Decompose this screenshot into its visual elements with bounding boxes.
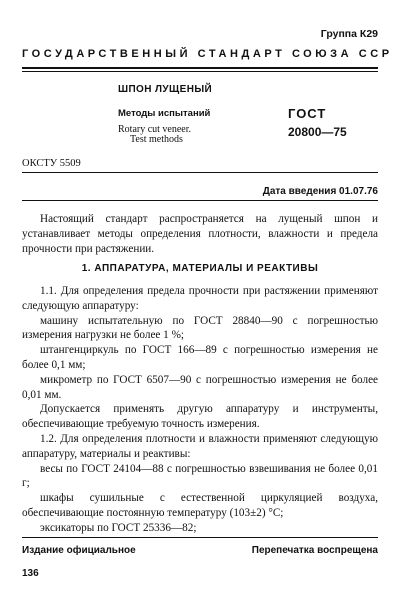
date-rule (22, 200, 378, 201)
header-rule (22, 67, 378, 69)
intro-text: Настоящий стандарт распространяется на лущеный шпон и устанавливает методы определения плотности, влажности и предела прочности при растяжении. (22, 213, 378, 255)
section-title: 1. АППАРАТУРА, МАТЕРИАЛЫ И РЕАКТИВЫ (81, 263, 319, 274)
state-standard-heading: ГОСУДАРСТВЕННЫЙ СТАНДАРТ СОЮЗА ССР (22, 48, 393, 60)
document-title: ШПОН ЛУЩЕНЫЙ (118, 84, 213, 95)
reprint-prohibited-label: Перепечатка воспрещена (251, 545, 378, 556)
list-item: машину испытательную по ГОСТ 28840—90 с погрешностью измерения нагрузки не более 1 %; (22, 314, 378, 342)
okstu-code: ОКСТУ 5509 (22, 158, 81, 169)
paragraph-1-1: 1.1. Для определения предела прочности при растяжении применяют следующую аппаратуру: (22, 285, 378, 312)
intro-paragraph (22, 212, 378, 256)
gost-label: ГОСТ (288, 106, 327, 121)
gost-number: 20800—75 (288, 125, 347, 139)
list-item: весы по ГОСТ 24104—88 с погрешностью взвешивания не более 0,01 г; (22, 462, 378, 490)
list-item: шкафы сушильные с естественной циркуляцией воздуха, обеспечивающие постоянную температуру (103±2) °С; (22, 492, 378, 519)
page-number: 136 (22, 568, 39, 579)
paragraph-1-2: 1.2. Для определения плотности и влажности применяют следующую аппаратуру, материалы и реактивы: (22, 432, 378, 460)
group-code: Группа К29 (320, 28, 378, 40)
okstu-rule (22, 172, 378, 173)
list-item: микрометр по ГОСТ 6507—90 с погрешностью измерения не более 0,01 мм. (22, 373, 378, 401)
introduction-date: Дата введения 01.07.76 (262, 186, 378, 197)
list-item: штангенциркуль по ГОСТ 166—89 с погрешностью измерения не более 0,1 мм; (22, 344, 378, 371)
list-item: эксикаторы по ГОСТ 25336—82; (40, 521, 197, 534)
header-rule-thin (22, 71, 378, 72)
paragraph-allowance: Допускается применять другую аппаратуру и инструменты, обеспечивающие требуемую точность измерения. (22, 403, 378, 431)
official-edition-label: Издание официальное (22, 545, 136, 556)
section-content (22, 284, 378, 536)
english-title-line2: Test methods (130, 134, 183, 145)
document-subtitle: Методы испытаний (118, 108, 211, 119)
english-title-line1: Rotary cut veneer. (118, 124, 192, 135)
footer-rule (22, 537, 378, 538)
